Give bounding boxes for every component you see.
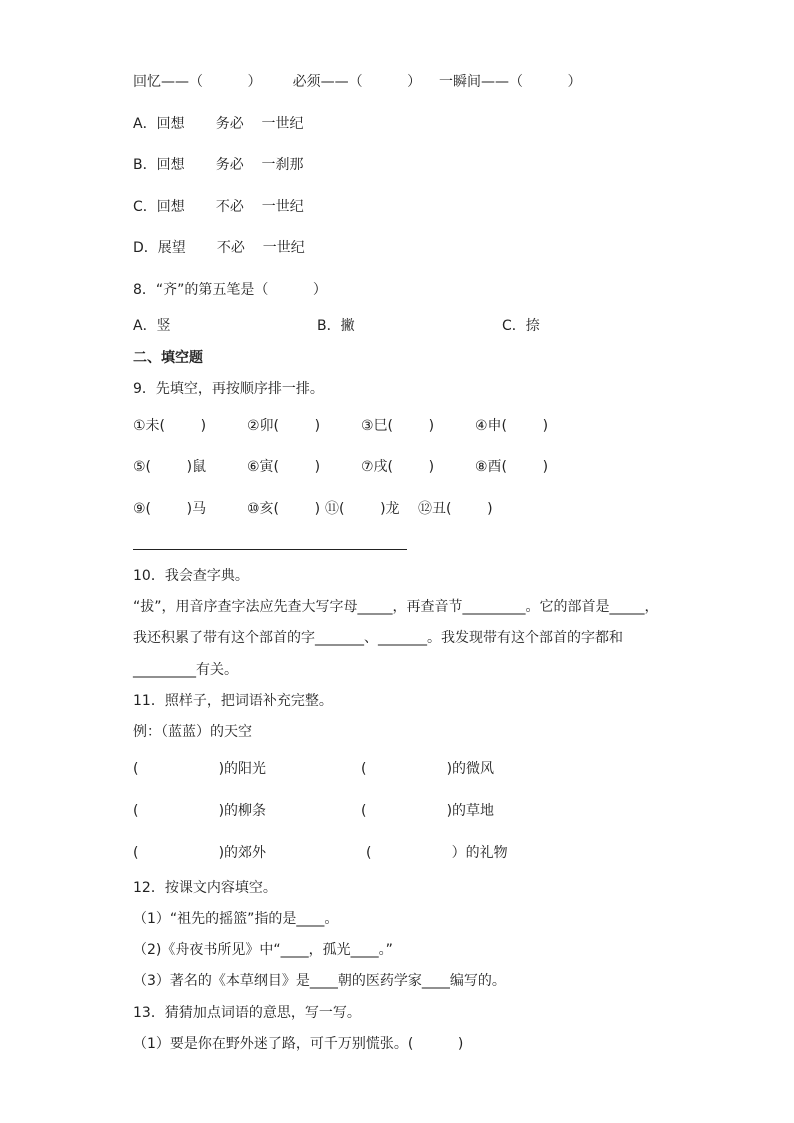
q10-line-2: 我还积累了带有这个部首的字_______、_______。我发现带有这个部首的字都和 — [133, 630, 623, 646]
q10-line-1: “拔”，用音序查字法应先查大写字母_____，再查音节_________。它的部首是_____， — [133, 599, 659, 615]
q11-item-1: ( )的阳光 — [133, 761, 267, 777]
q9-item-3: ③巳( ) — [361, 418, 435, 434]
q9-item-9: ⑨( )马 — [133, 501, 207, 517]
q9-item-4: ④申( ) — [475, 418, 549, 434]
q11-item-4: ( )的草地 — [361, 803, 495, 819]
q10-prompt: 10．我会查字典。 — [133, 568, 249, 584]
q11-item-3: ( )的柳条 — [133, 803, 267, 819]
q12-line-1: （1）“祖先的摇篮”指的是____。 — [133, 911, 339, 927]
q12-prompt: 12．按课文内容填空。 — [133, 880, 277, 896]
q11-item-5: ( )的郊外 — [133, 845, 267, 861]
q9-item-7: ⑦戌( ) — [361, 459, 435, 475]
q11-item-2: ( )的微风 — [361, 761, 495, 777]
q10-line-3: _________有关。 — [133, 662, 238, 678]
q9-item-6: ⑥寅( ) — [247, 459, 321, 475]
q8-option-b: B．撇 — [317, 318, 355, 334]
q9-item-8: ⑧酉( ) — [475, 459, 549, 475]
q11-prompt: 11．照样子，把词语补充完整。 — [133, 693, 333, 709]
q13-prompt: 13．猜猜加点词语的意思，写一写。 — [133, 1005, 361, 1021]
q7-option-d: D．展望 不必 一世纪 — [133, 240, 305, 256]
q7-prompt: 回忆——（ ） 必须——（ ） 一瞬间——（ ） — [133, 74, 582, 90]
q9-item-1: ①未( ) — [133, 418, 207, 434]
q8-option-a: A．竖 — [133, 318, 171, 334]
q7-option-a: A．回想 务必 一世纪 — [133, 116, 304, 132]
q9-answer-line — [133, 549, 407, 550]
q13-line-1: （1）要是你在野外迷了路，可千万别慌张。( ) — [133, 1036, 464, 1052]
section-title-fill-in: 二、填空题 — [133, 350, 203, 366]
q11-example: 例：（蓝蓝）的天空 — [133, 724, 252, 740]
q7-option-b: B．回想 务必 一刹那 — [133, 157, 304, 173]
q9-prompt: 9．先填空，再按顺序排一排。 — [133, 381, 324, 397]
q9-item-12: ⑫丑( ) — [418, 501, 493, 517]
q9-item-10: ⑩亥( ) — [247, 501, 321, 517]
q12-line-2: （2)《舟夜书所见》中“____，孤光____。” — [133, 942, 393, 958]
q12-line-3: （3）著名的《本草纲目》是____朝的医药学家____编写的。 — [133, 973, 506, 989]
q7-option-c: C．回想 不必 一世纪 — [133, 199, 304, 215]
q9-item-5: ⑤( )鼠 — [133, 459, 207, 475]
q11-item-6: ( ）的礼物 — [366, 845, 508, 861]
q9-item-2: ②卯( ) — [247, 418, 321, 434]
q8-prompt: 8．“齐”的第五笔是（ ） — [133, 282, 327, 298]
q8-option-c: C．捺 — [502, 318, 540, 334]
q9-item-11: ⑪( )龙 — [325, 501, 400, 517]
